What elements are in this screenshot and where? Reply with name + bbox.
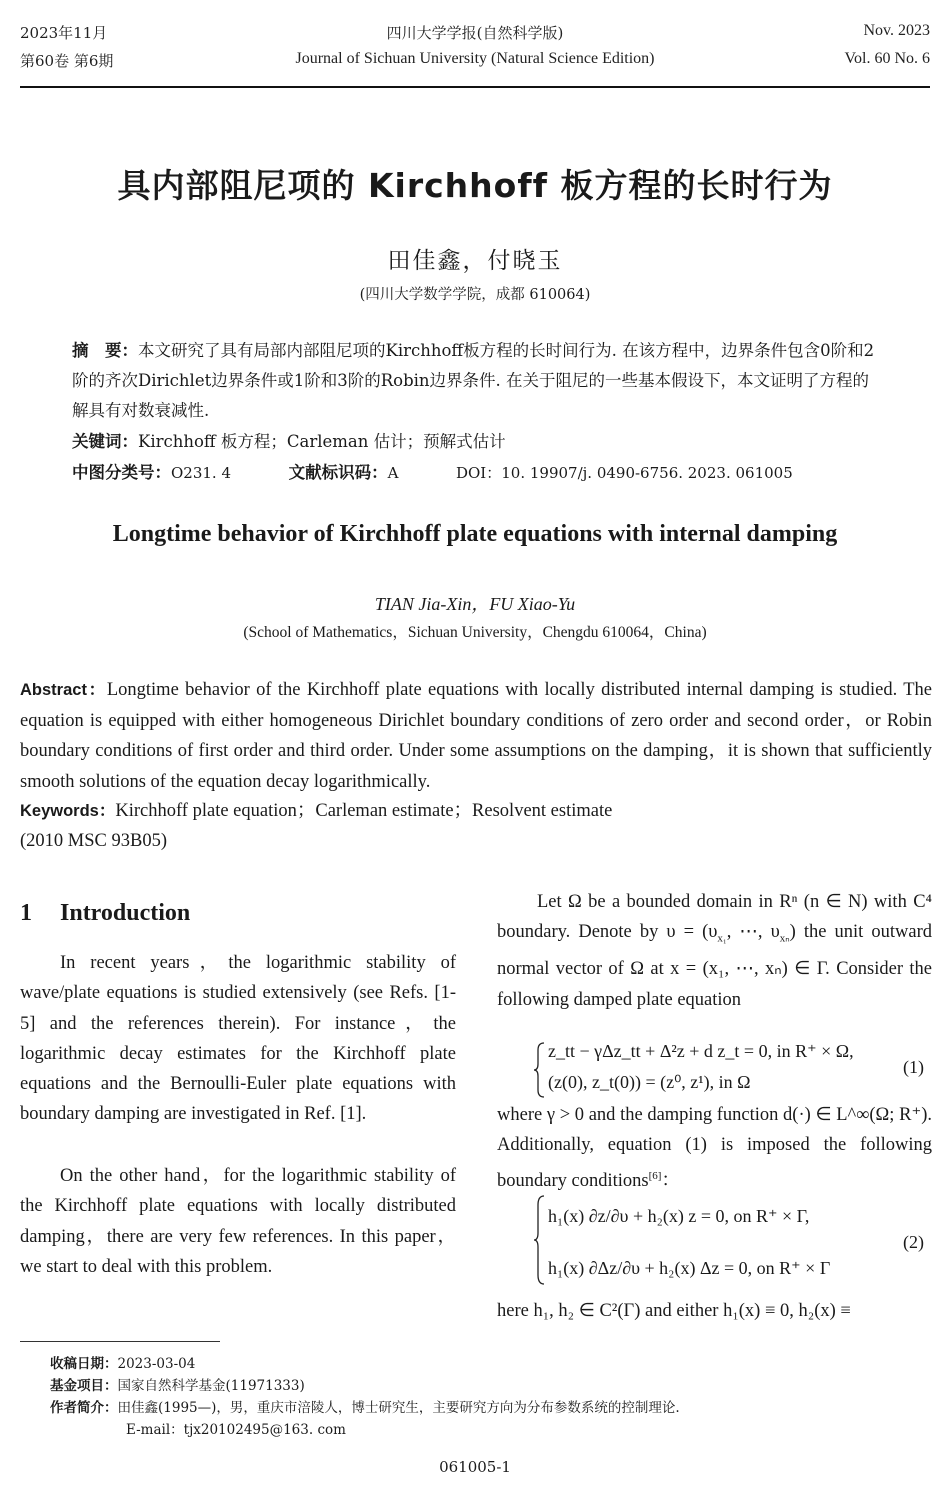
eq1-line-1: z_tt − γΔz_tt + Δ²z + d z_t = 0, in R⁺ × Ω, (548, 1041, 854, 1061)
en-keywords-label: Keywords： (20, 802, 116, 820)
author-label: 作者简介： (50, 1400, 118, 1416)
clc-label: 中图分类号： (72, 463, 171, 482)
rp1-f: ) the unit outward normal vector of Ω at x = (x₁, ⋯, xₙ) ∈ Γ. Consider the following damped plate equation (497, 922, 932, 1010)
header-date-en: Nov. 2023 (863, 22, 930, 39)
en-title: Longtime behavior of Kirchhoff plate equations with internal damping (112, 521, 838, 547)
en-abstract-text: Longtime behavior of the Kirchhoff plate equations with locally distributed internal damping is studied. The equation is equipped with either homogeneous Dirichlet boundary conditions of zero order and second order，or Robin boundary conditions of first order and third order. Under some assumptions on the damping，it is shown that sufficiently smooth solutions of the equation decay logarithmically. (20, 680, 932, 792)
section-title: Introduction (60, 900, 191, 926)
section-number: 1 (20, 900, 32, 926)
doccode-label: 文献标识码： (288, 463, 388, 482)
header-volume-cn: 第60卷 第6期 (20, 52, 114, 70)
footnote-email: E-mail：tjx20102495@163. com (126, 1422, 346, 1438)
cn-abstract (72, 336, 884, 426)
eq1-line-2: (z(0), z_t(0)) = (z⁰, z¹), in Ω (548, 1072, 751, 1092)
rp2-end: ： (661, 1170, 680, 1191)
rp2-ref: [6] (648, 1169, 662, 1182)
eq2-brace (533, 1195, 545, 1285)
en-keywords (20, 796, 932, 827)
cn-authors: 田佳鑫，付晓玉 (387, 248, 563, 274)
header-journal-en: Journal of Sichuan University (Natural Science Edition) (295, 50, 655, 67)
section-heading (20, 900, 190, 927)
header-volume-en: Vol. 60 No. 6 (844, 50, 930, 67)
header-journal-cn: 四川大学学报(自然科学版) (386, 24, 564, 42)
right-paragraph-2 (497, 1100, 932, 1196)
cn-keywords (72, 427, 884, 457)
cn-keywords-label: 关键词： (72, 432, 138, 451)
cn-abstract-label: 摘 要： (72, 341, 138, 360)
rp1-c: x₁ (717, 932, 727, 945)
en-abstract-label: Abstract： (20, 681, 107, 699)
cn-abstract-text: 本文研究了具有局部内部阻尼项的Kirchhoff板方程的长时间行为. 在该方程中，边界条件包含0阶和2阶的齐次Dirichlet边界条件或1阶和3阶的Robin边界条件. 在关于阻尼的一些基本假设下，本文证明了方程的解具有对数衰减性. (72, 341, 875, 420)
doccode-value: A (387, 464, 399, 482)
intro-paragraph-2: On the other hand，for the logarithmic stability of the Kirchhoff plate equations with locally distributed damping，there are very few references. In this paper，we start to deal with this problem. (20, 1166, 456, 1277)
received-label: 收稿日期： (50, 1356, 118, 1372)
rp1-e: xₙ (779, 932, 790, 945)
eq1-number: (1) (903, 1057, 924, 1077)
en-authors: TIAN Jia-Xin，FU Xiao-Yu (374, 594, 576, 614)
rp1-d: , ⋯, υ (726, 922, 780, 943)
header-rule (20, 86, 930, 88)
eq2-line-2: h₁(x) ∂Δz/∂υ + h₂(x) Δz = 0, on R⁺ × Γ (548, 1258, 831, 1278)
cn-title: 具内部阻尼项的 Kirchhoff 板方程的长时行为 (117, 166, 833, 205)
cn-keywords-text: Kirchhoff 板方程；Carleman 估计；预解式估计 (138, 432, 506, 451)
cn-classification (72, 458, 884, 488)
en-affiliation: (School of Mathematics，Sichuan University，Chengdu 610064，China) (243, 624, 707, 641)
intro-paragraph-1: In recent years，the logarithmic stability of wave/plate equations is studied extensively (see Refs. [1-5] and the references therein). For instance，the logarithmic decay estimates for the Kirchhoff plate equations and the Bernoulli-Euler plate equations with boundary damping are investigated in Ref. [1]. (20, 953, 456, 1125)
received-value: 2023-03-04 (117, 1356, 196, 1372)
eq2-line-1: h₁(x) ∂z/∂υ + h₂(x) z = 0, on R⁺ × Γ, (548, 1206, 810, 1226)
rp1-a: Let Ω be a bounded domain in (537, 892, 780, 912)
rp1-b: Rⁿ (n ∈ N) with C⁴ boundary. Denote by υ = (υ (497, 892, 932, 943)
fund-label: 基金项目： (50, 1378, 118, 1394)
rp2-text: where γ > 0 and the damping function d(·) ∈ L^∞(Ω; R⁺). Additionally, equation (1) is imposed the following boundary conditions (497, 1105, 932, 1191)
fund-value: 国家自然科学基金(11971333) (117, 1378, 305, 1394)
cn-affiliation: (四川大学数学学院，成都 610064) (359, 287, 591, 303)
author-value: 田佳鑫(1995—)，男，重庆市涪陵人，博士研究生，主要研究方向为分布参数系统的控制理论. (117, 1400, 680, 1416)
doi-label: DOI： (455, 464, 502, 482)
header-date: 2023年11月 (20, 24, 108, 42)
msc-code: (2010 MSC 93B05) (20, 831, 167, 851)
footnote-received (50, 1354, 195, 1375)
page-number: 061005-1 (439, 1458, 511, 1476)
right-paragraph-1 (497, 887, 932, 1015)
clc-value: O231. 4 (171, 464, 232, 482)
doi-value: 10. 19907/j. 0490-6756. 2023. 061005 (501, 464, 793, 482)
footnote-rule (20, 1341, 220, 1342)
eq2-number: (2) (903, 1232, 924, 1252)
footnote-author (50, 1398, 680, 1419)
footnote-fund (50, 1376, 305, 1397)
eq1-brace (533, 1042, 545, 1098)
en-abstract (20, 675, 932, 797)
right-paragraph-3: here h₁, h₂ ∈ C²(Γ) and either h₁(x) ≡ 0, h₂(x) ≡ (497, 1301, 851, 1321)
en-keywords-text: Kirchhoff plate equation；Carleman estimate；Resolvent estimate (115, 801, 613, 821)
